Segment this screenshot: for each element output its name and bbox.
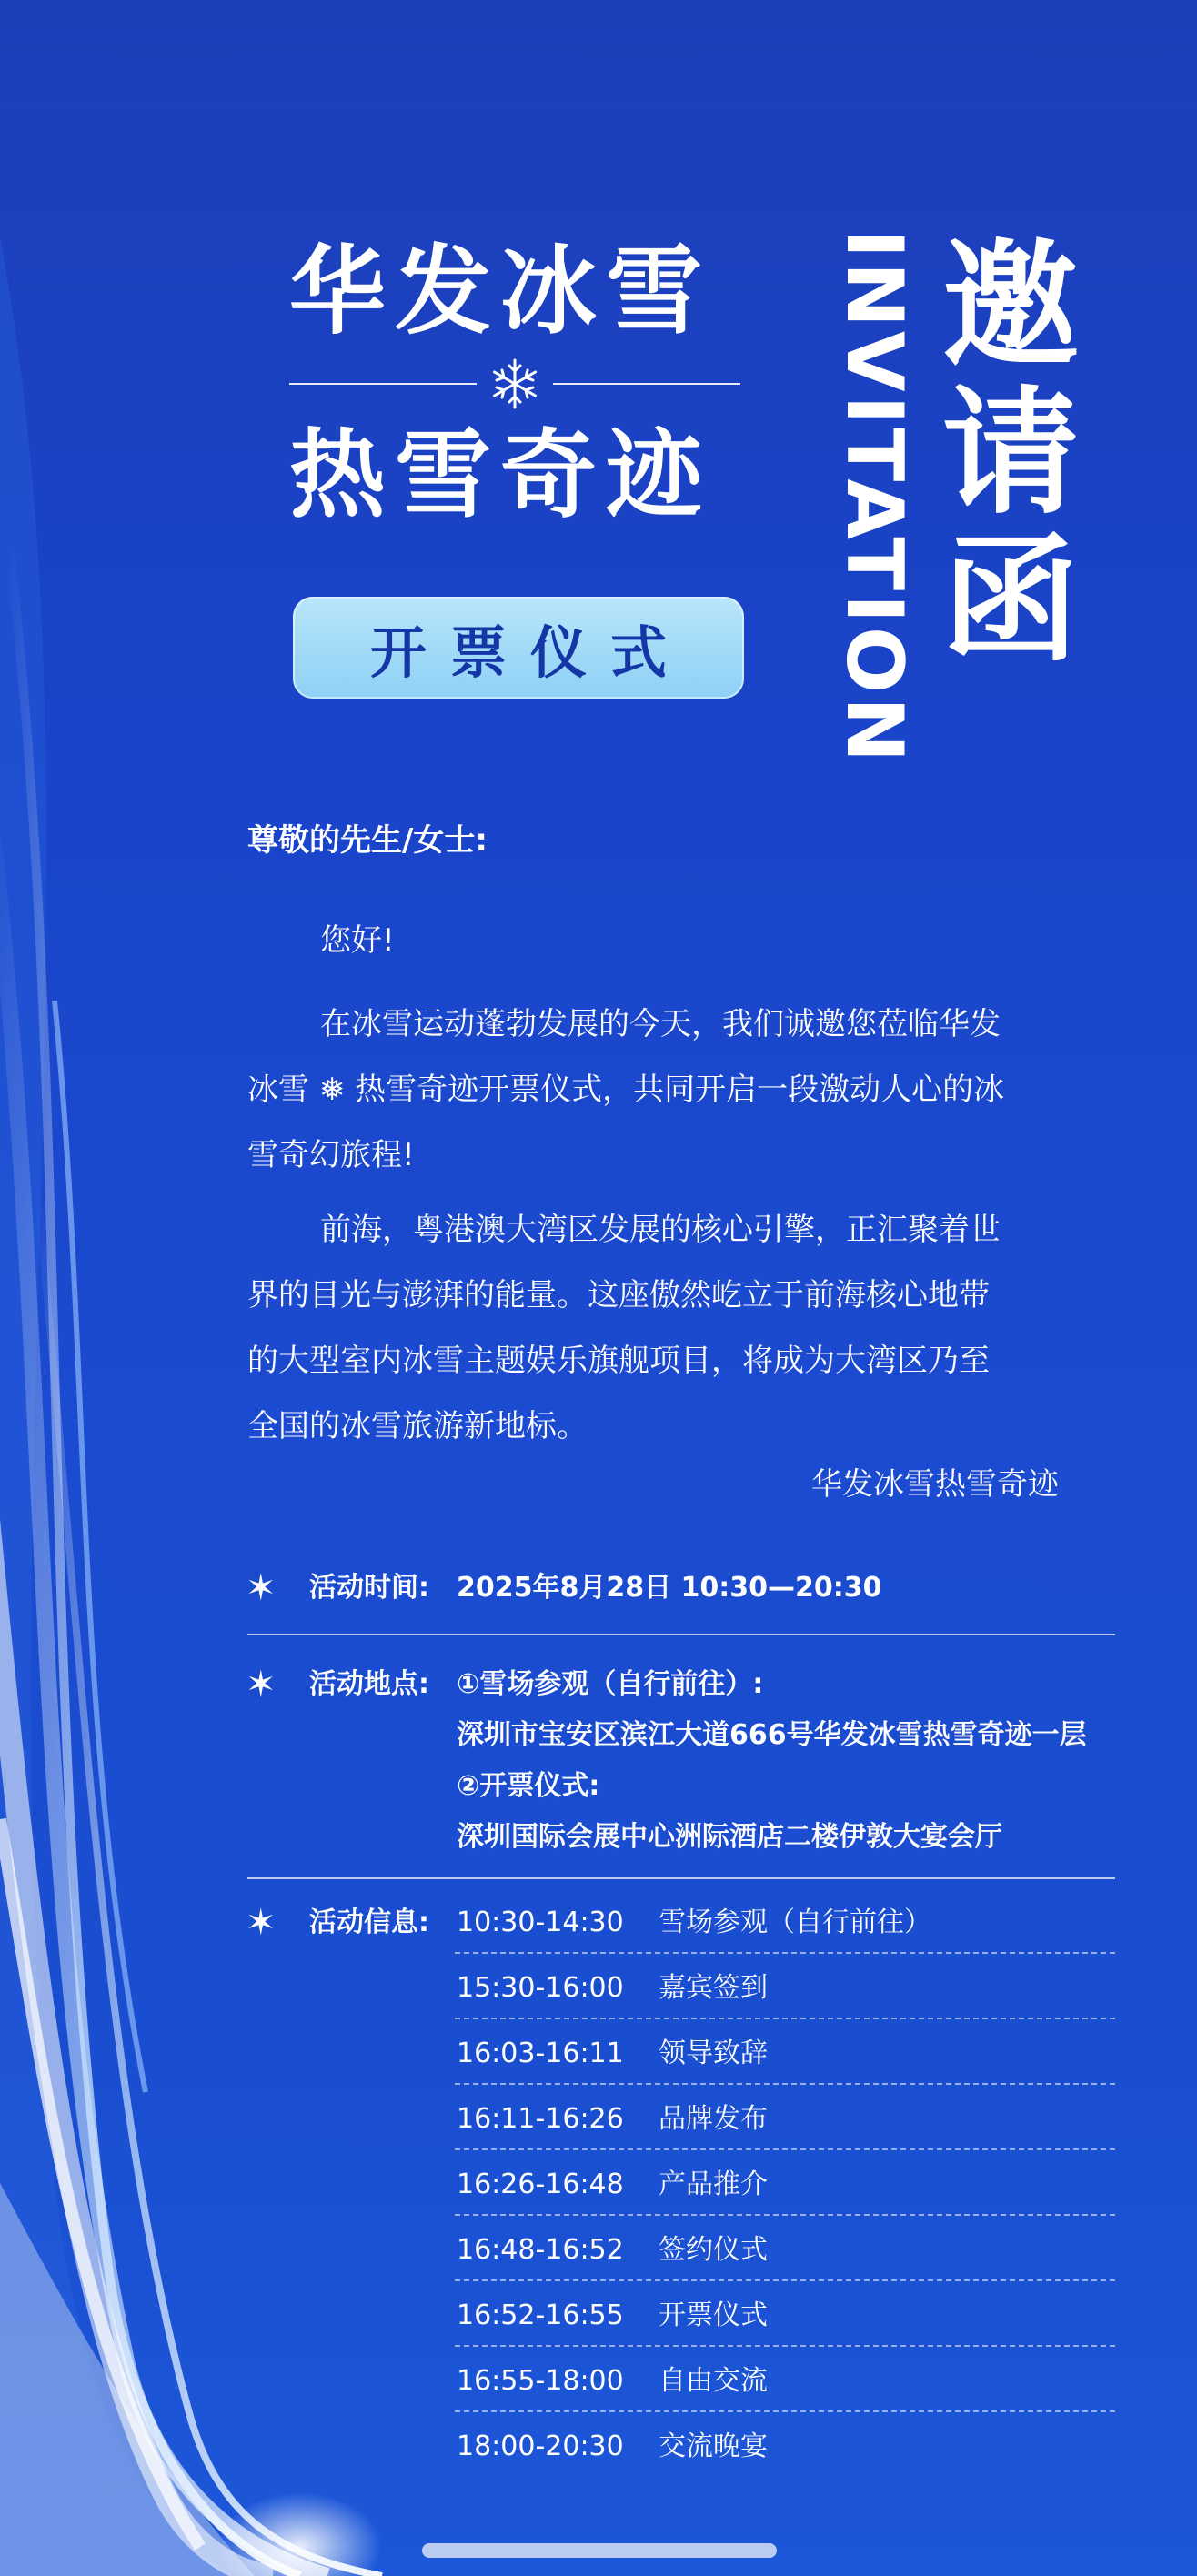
schedule-event: 嘉宾签到 [659,1972,768,2004]
schedule-time: 16:52-16:55 [457,2299,624,2331]
salutation: 尊敬的先生/女士: [247,822,488,859]
schedule-event: 自由交流 [659,2365,768,2397]
schedule-row [457,2232,768,2269]
schedule-time: 10:30-14:30 [457,1907,624,1938]
schedule-divider [455,2083,1115,2085]
asterisk-bullet-icon: ✶ [246,1567,277,1609]
ceremony-pill-label: 开票仪式 [369,619,690,686]
schedule-divider [455,2214,1115,2216]
schedule-divider [455,2279,1115,2281]
place-line-4: 深圳国际会展中心洲际酒店二楼伊敦大宴会厅 [457,1821,1002,1853]
schedule-event: 产品推介 [659,2168,768,2200]
schedule-row [457,1905,931,1941]
paragraph-1-line-3: 雪奇幻旅程! [247,1137,415,1173]
schedule-event: 雪场参观（自行前往） [659,1907,931,1938]
title-line-2: 热雪奇迹 [289,419,711,531]
section-divider [247,1634,1115,1635]
schedule-divider [455,1952,1115,1954]
signature: 华发冰雪热雪奇迹 [811,1466,1059,1503]
schedule-row [457,2298,768,2334]
schedule-row [457,2036,768,2072]
schedule-divider [455,2148,1115,2150]
schedule-time: 16:03-16:11 [457,2038,624,2069]
paragraph-2-line-1: 前海，粤港澳大湾区发展的核心引擎，正汇聚着世 [320,1212,1001,1248]
place-label: 活动地点: [309,1668,429,1700]
schedule-time: 16:55-18:00 [457,2365,624,2397]
schedule-event: 领导致辞 [659,2038,768,2069]
paragraph-2-line-2: 界的目光与澎湃的能量。这座傲然屹立于前海核心地带 [247,1277,990,1313]
invitation-vertical-text: INVITATION [829,229,920,767]
schedule-row [457,2363,768,2400]
place-line-1: ①雪场参观（自行前往）: [457,1668,764,1700]
snowflake-icon [488,357,542,411]
asterisk-bullet-icon: ✶ [246,1902,277,1944]
schedule-event: 签约仪式 [659,2234,768,2266]
paragraph-2-line-4: 全国的冰雪旅游新地标。 [247,1408,588,1444]
place-line-3: ②开票仪式: [457,1770,600,1802]
schedule-row [457,1970,768,2007]
schedule-divider [455,2345,1115,2347]
schedule-time: 16:26-16:48 [457,2168,624,2200]
schedule-event: 交流晚宴 [659,2430,768,2462]
schedule-row [457,2429,768,2465]
paragraph-2-line-3: 的大型室内冰雪主题娱乐旗舰项目，将成为大湾区乃至 [247,1343,990,1379]
info-label: 活动信息: [309,1907,429,1938]
schedule-row [457,2167,768,2203]
schedule-row [457,2101,768,2138]
paragraph-1-line-2: 冰雪 ❅ 热雪奇迹开票仪式，共同开启一段激动人心的冰 [247,1072,1005,1108]
time-value: 2025年8月28日 10:30—20:30 [457,1572,882,1604]
invitation-char-3: 函 [942,522,1080,680]
schedule-time: 18:00-20:30 [457,2430,624,2462]
title-line-1: 华发冰雪 [289,236,711,347]
schedule-time: 16:11-16:26 [457,2103,624,2135]
asterisk-bullet-icon: ✶ [246,1664,277,1706]
schedule-time: 16:48-16:52 [457,2234,624,2266]
ceremony-pill [293,597,744,699]
place-line-2: 深圳市宝安区滨江大道666号华发冰雪热雪奇迹一层 [457,1719,1087,1751]
schedule-divider [455,2018,1115,2019]
home-indicator [422,2543,777,2558]
schedule-divider [455,2410,1115,2412]
schedule-event: 开票仪式 [659,2299,768,2331]
invitation-title-chinese [942,227,1088,680]
greeting: 您好! [320,922,395,959]
title-divider [289,357,740,411]
invitation-char-1: 邀 [942,227,1080,386]
schedule-event: 品牌发布 [659,2103,768,2135]
schedule-time: 15:30-16:00 [457,1972,624,2004]
paragraph-1-line-1: 在冰雪运动蓬勃发展的今天，我们诚邀您莅临华发 [320,1006,1001,1042]
time-label: 活动时间: [309,1572,429,1604]
section-divider [247,1877,1115,1879]
invitation-char-2: 请 [942,375,1080,533]
